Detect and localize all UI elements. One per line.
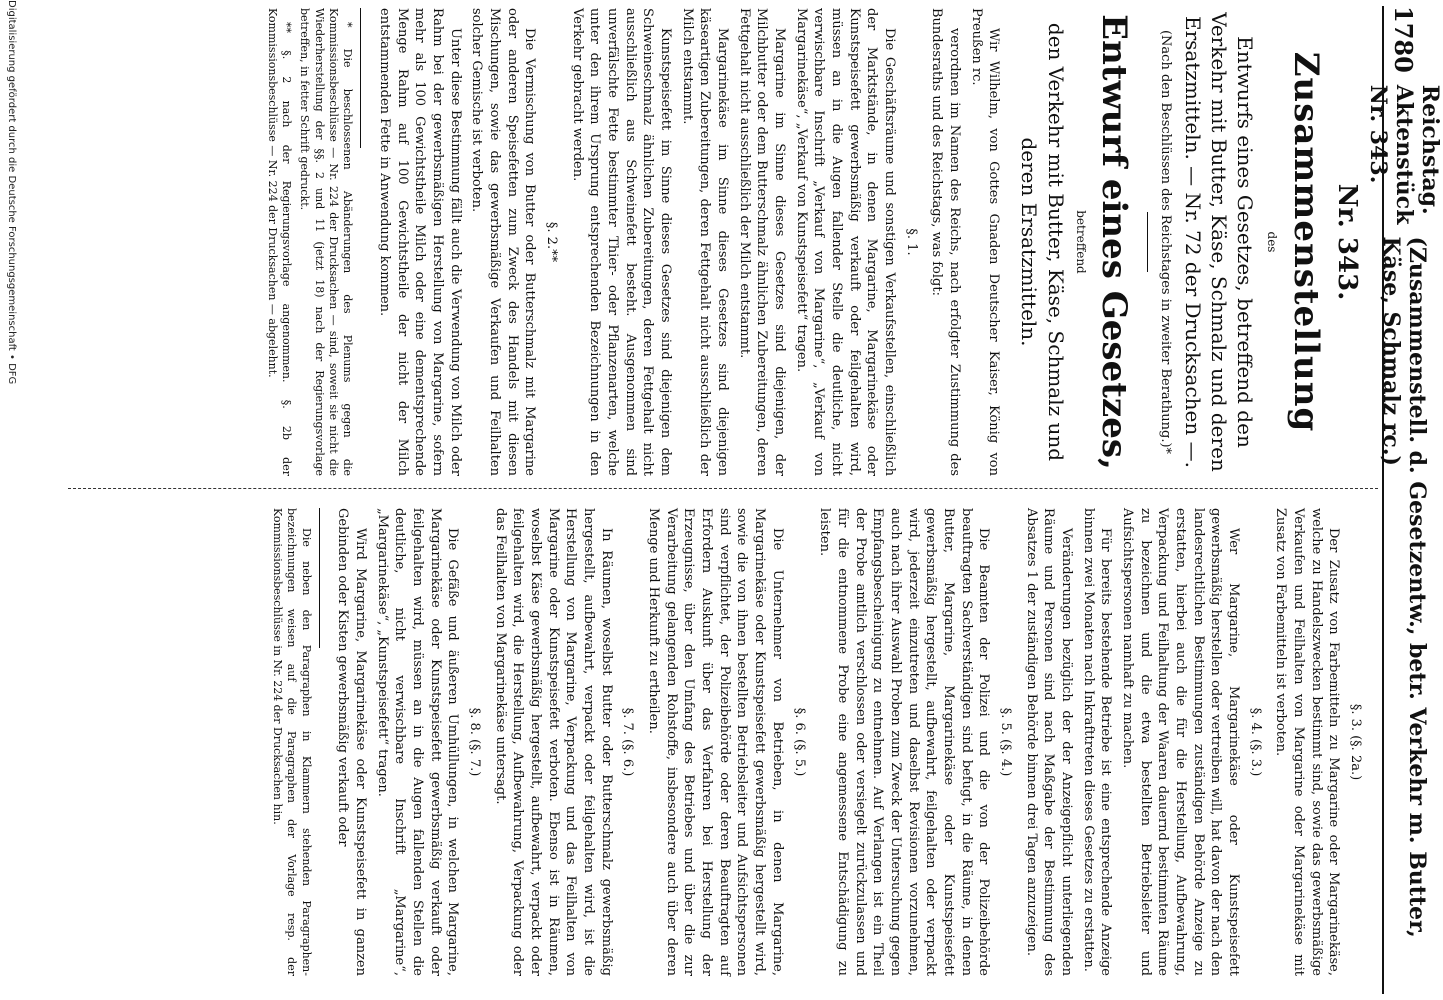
section-2-paragraph-1: Die Vermischung von Butter oder Butterschmalz mit Margarine oder anderen Speisefetten zum Zweck des Handels mit diesen Mischungen, sowie das gewerbsmäßige Verkaufen und Feilhalten solcher Gemische ist verboten. <box>469 8 538 476</box>
column-note: Die neben den Paragraphen in Klammern stehenden Paragraphen-bezeichnungen weisen auf die Paragraphen der Vorlage resp. der Kommissionsbeschlüsse in Nr. 224 der Drucksachen hin. <box>271 508 313 976</box>
draft-title: Entwurf eines Gesetzes, <box>1094 14 1135 470</box>
document-note: (Nach den Beschlüssen des Reichstages in zweiter Berathung.)* <box>1158 29 1174 455</box>
document-number: Nr. 343. <box>1332 183 1362 301</box>
footnote-rule <box>360 8 361 148</box>
digitization-credit: Digitalisierung gefördert durch die Deutsche Forschungsgemeinschaft • DFG <box>6 0 17 385</box>
document-title: Zusammenstellung <box>1285 51 1326 433</box>
section-2-paragraph-2: Unter diese Bestimmung fällt auch die Verwendung von Milch oder Rahm bei der gewerbsmäßigen Herstellung von Margarine, sofern mehr als 100 Gewichtstheile Milch oder eine dementsprechende Menge Rahm auf 100 Gewichtstheile der nicht der Milch entstammenden Fette in Anwendung kommen. <box>377 8 463 476</box>
footnote-2: ** §. 2 nach der Regierungsvorlage angenommen. §. 2b der Kommissionsbeschlüsse — Nr. 224 der Drucksachen — abgelehnt. <box>265 8 294 476</box>
section-7-heading: §. 7. (§. 6.) <box>620 707 636 777</box>
section-6-heading: §. 6. (§. 5.) <box>791 707 807 777</box>
section-5-paragraph-1: Die Beamten der Polizei und die von der Polizeibehörde beauftragten Sachverständigen sind befugt, in die Räume, in denen Butter, Margarine, Margarinekäse oder Kunstspeisefett gewerbsmäßig hergestellt, aufbewahrt, feilgehalten oder verpackt wird, jederzeit einzutreten und daselbst Revisionen vorzunehmen, auch nach ihrer Auswahl Proben zum Zweck der Untersuchung gegen Empfangsbescheinigung zu entnehmen. Auf Verlangen ist ein Theil der Probe amtlich verschlossen oder versiegelt zurückzulassen und für die entnommene Probe eine angemessene Entschädigung zu leisten. <box>817 508 992 976</box>
intro-paragraph: Wir Wilhelm, von Gottes Gnaden Deutscher Kaiser, König von Preußen rc. <box>968 8 1002 476</box>
section-6-paragraph-1: Die Unternehmer von Betrieben, in denen Margarine, Margarinekäse oder Kunstspeisefett gewerbsmäßig hergestellt wird, sowie die von ihnen bestellten Betriebsleiter und Aufsichtspersonen sind verpflichtet, der Polizeibehörde oder deren Beauftragten auf Erfordern Auskunft über das Verfahren bei Herstellung der Erzeugnisse, über den Umfang des Betriebes und über die zur Verarbeitung gelangenden Rohstoffe, insbesondere auch über deren Menge und Herkunft zu ertheilen. <box>646 508 785 976</box>
column-right <box>72 508 1372 976</box>
section-7-paragraph-1: In Räumen, woselbst Butter oder Butterschmalz gewerbsmäßig hergestellt, aufbewahrt, verpackt oder feilgehalten wird, ist die Herstellung von Margarine, Verpackung und das Feilhalten von Margarine oder Kunstspeisefett verboten. Ebenso ist in Räumen, woselbst Käse gewerbsmäßig hergestellt, aufbewahrt, verpackt oder feilgehalten wird, die Herstellung, Aufbewahrung, Verpackung oder das Feilhalten von Margarinekäse untersagt. <box>492 508 614 976</box>
section-8-paragraph-2: Wird Margarine, Margarinekäse oder Kunstspeisefett in ganzen Gebinden oder Kisten gewerbsmäßig verkauft oder <box>335 508 369 976</box>
section-4-heading: §. 4. (§. 3.) <box>1247 707 1263 777</box>
header-left-title: Reichstag. Aktenstück Nr. 343. <box>1365 84 1443 225</box>
document-subtitle: Entwurfs eines Gesetzes, betreffend den Verkehr mit Butter, Käse, Schmalz und deren Ersatzmitteln. — Nr. 72 der Drucksachen —. <box>1181 12 1258 472</box>
section-1-paragraph-4: Kunstspeisefett im Sinne dieses Gesetzes sind diejenigen dem Schweineschmalz ähnlichen Zubereitungen, deren Fettgehalt nicht ausschließlich aus Schweinefett besteht. Ausgenommen sind unverfälschte Fette bestimmter Thier- oder Pflanzenarten, welche unter den ihrem Ursprung entsprechenden Bezeichnungen in den Verkehr gebracht werden. <box>569 8 674 476</box>
title-des: des <box>1265 231 1280 253</box>
section-1-paragraph-1: Die Geschäftsräume und sonstigen Verkaufsstellen, einschließlich der Marktstände, in denen Margarine, Margarinekäse oder Kunstspeisefett gewerbsmäßig verkauft oder feilgehalten wird, müssen an in die Augen fallender Stelle die deutliche, nicht verwischbare Inschrift „Verkauf von Margarine“, „Verkauf von Margarinekäse“, „Verkauf von Kunstspeisefett“ tragen. <box>793 8 898 476</box>
header-right-title: (Zusammenstell. d. Gesetzentw., betr. Verkehr m. Butter, Käse, Schmalz rc.) <box>1378 236 1430 938</box>
section-4-paragraph-2: Für bereits bestehende Betriebe ist eine entsprechende Anzeige binnen zwei Monaten nach Inkrafttreten dieses Gesetzes zu erstatten. <box>1080 508 1114 976</box>
section-3-heading: §. 3. (§. 2a.) <box>1348 703 1363 781</box>
footnote-1: * Die beschlossenen Abänderungen des Plenums gegen die Kommissionsbeschlüsse — Nr. 224 der Drucksachen — sind, soweit sie nicht die Wiederherstellung der §§. 2 und 11 (jetzt 18) nach der Regierungsvorlage betreffen, in fetter Schrift gedruckt. <box>298 8 355 476</box>
section-1-paragraph-3: Margarinekäse im Sinne dieses Gesetzes sind diejenigen käseartigen Zubereitungen, deren Fettgehalt nicht ausschließlich der Milch entstammt. <box>679 8 731 476</box>
section-5-heading: §. 5. (§. 4.) <box>997 707 1013 777</box>
section-1-heading: §. 1. <box>903 228 919 256</box>
column-note-rule <box>319 508 320 648</box>
intro-paragraph-2: verordnen im Namen des Reichs, nach erfolgter Zustimmung des Bundesraths und des Reichstags, was folgt: <box>929 8 963 476</box>
section-8-heading: §. 8. (§. 7.) <box>467 707 483 777</box>
section-4-paragraph-3: Veränderungen bezüglich der der Anzeigepflicht unterliegenden Räume und Personen sind nach Maßgabe der Bestimmung des Absatzes 1 der zuständigen Behörde binnen drei Tagen anzuzeigen. <box>1023 508 1074 976</box>
column-left <box>72 8 1372 476</box>
draft-subtitle: den Verkehr mit Butter, Käse, Schmalz und deren Ersatzmitteln. <box>1016 22 1068 462</box>
section-2-heading: §. 2.** <box>544 221 560 263</box>
section-1-paragraph-2: Margarine im Sinne dieses Gesetzes sind diejenigen, der Milchbutter oder dem Butterschmalz ähnlichen Zubereitungen, deren Fettgehalt nicht ausschließlich der Milch entstammt. <box>736 8 788 476</box>
column-divider <box>68 488 1378 489</box>
page-number: 1780 <box>1389 6 1419 73</box>
page-header <box>1365 6 1443 994</box>
title-rule <box>1147 212 1148 272</box>
section-8-paragraph-1: Die Gefäße und äußeren Umhüllungen, in welchen Margarine, Margarinekäse oder Kunstspeisefett gewerbsmäßig verkauft oder feilgehalten wird, müssen an in die Augen fallenden Stellen die deutliche, nicht verwischbare Inschrift „Margarine“, „Margarinekäse“, „Kunstspeisefett“ tragen. <box>374 508 461 976</box>
section-4-paragraph-1: Wer Margarine, Margarinekäse oder Kunstspeisefett gewerbsmäßig herstellen oder vertreiben will, hat davon der nach den landesrechtlichen Bestimmungen zuständigen Behörde Anzeige zu erstatten, hierbei auch die für die Herstellung, Aufbewahrung, Verpackung und Feilhaltung der Waaren dauernd bestimmten Räume zu bezeichnen und die etwa bestellten Betriebsleiter und Aufsichtspersonen namhaft zu machen. <box>1119 508 1241 976</box>
section-3-paragraph: Der Zusatz von Farbemitteln zu Margarine oder Margarinekäse, welche zu Handelszwecken bestimmt sind, sowie das gewerbsmäßige Verkaufen und Feilhalten von Margarine oder Margarinekäse mit Zusatz von Farbemitteln ist verboten. <box>1273 508 1342 976</box>
draft-betreffend: betreffend <box>1074 210 1089 274</box>
